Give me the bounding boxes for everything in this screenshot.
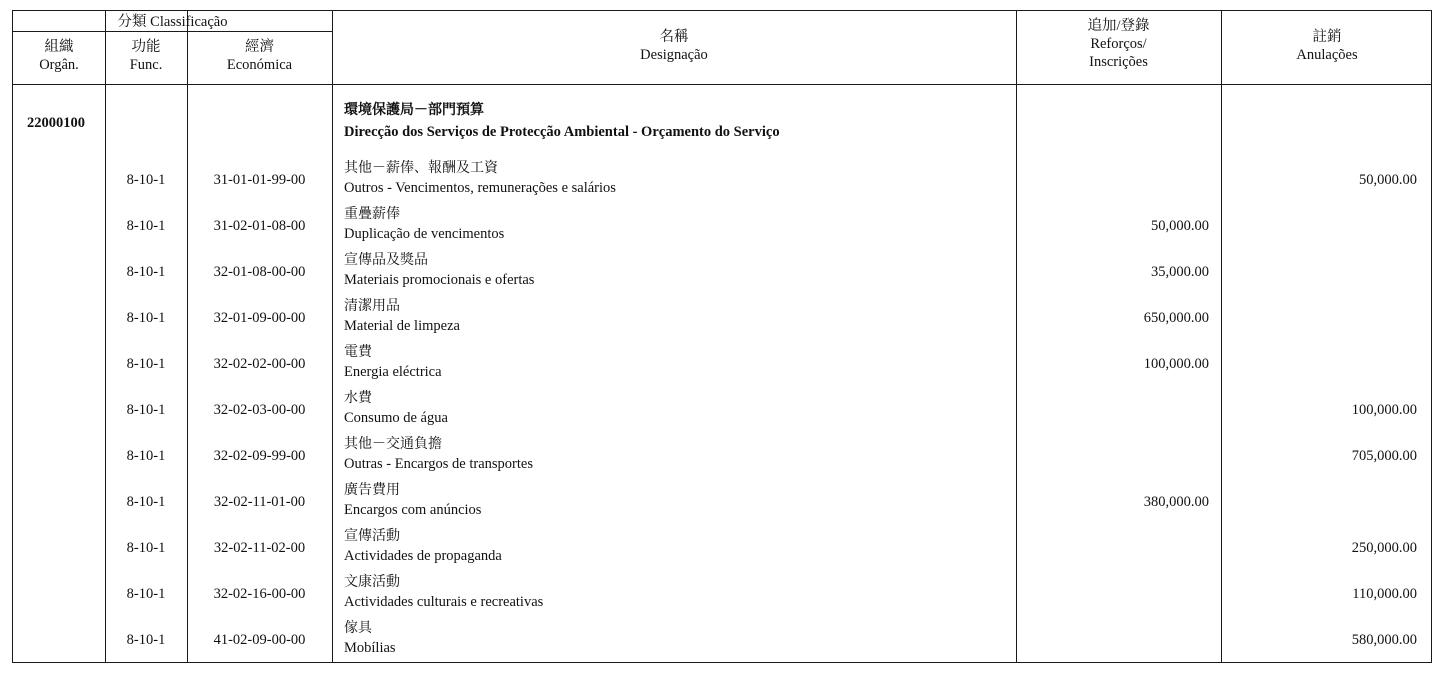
reforcos-amount: 35,000.00: [1151, 264, 1209, 280]
table-row: [13, 480, 1431, 526]
economic-code: 32-01-09-00-00: [213, 310, 306, 326]
anulacoes-amount: 580,000.00: [1351, 632, 1417, 648]
service-title: [344, 99, 780, 143]
reforcos-amount: 380,000.00: [1143, 494, 1209, 510]
reforcos-amount: 650,000.00: [1143, 310, 1209, 326]
function-code: 8-10-1: [126, 356, 166, 372]
designation-zh: 其他－交通負擔: [344, 436, 442, 452]
designation-zh: 廣告費用: [344, 482, 400, 498]
function-code: 8-10-1: [126, 448, 166, 464]
designation-pt: Outras - Encargos de transportes: [344, 456, 533, 472]
designation-zh: 其他－薪俸、報酬及工資: [344, 160, 498, 176]
designation-zh: 重疊薪俸: [344, 206, 400, 222]
economic-code: 32-02-09-99-00: [213, 448, 306, 464]
reforcos-header: 追加/登錄 Reforços/ Inscrições: [1087, 18, 1150, 70]
designation: [344, 250, 1016, 290]
designation-pt: Encargos com anúncios: [344, 502, 482, 518]
table-row: [13, 572, 1431, 618]
designation: [344, 526, 1016, 566]
designation-pt: Mobílias: [344, 640, 396, 656]
anulacoes-amount: 250,000.00: [1351, 540, 1417, 556]
table-row: [13, 250, 1431, 296]
table-row: [13, 388, 1431, 434]
designation-pt: Duplicação de vencimentos: [344, 226, 505, 242]
designation-pt: Actividades culturais e recreativas: [344, 594, 544, 610]
function-code: 8-10-1: [126, 494, 166, 510]
reforcos-amount: 100,000.00: [1143, 356, 1209, 372]
function-code: 8-10-1: [126, 586, 166, 602]
function-code: 8-10-1: [126, 632, 166, 648]
economic-code: 32-02-11-02-00: [213, 540, 306, 556]
designation-pt: Materiais promocionais e ofertas: [344, 272, 535, 288]
designation: [344, 158, 1016, 198]
function-code: 8-10-1: [126, 540, 166, 556]
designation-zh: 水費: [344, 390, 372, 406]
anulacoes-amount: 705,000.00: [1351, 448, 1417, 464]
designation-zh: 電費: [344, 344, 372, 360]
table-row: [13, 434, 1431, 480]
designation-zh: 傢具: [344, 620, 372, 636]
table-row: [13, 618, 1431, 664]
economic-header: 經濟 Económica: [226, 39, 293, 73]
designation: [344, 388, 1016, 428]
designation-pt: Consumo de água: [344, 410, 448, 426]
designation-pt: Material de limpeza: [344, 318, 460, 334]
reforcos-amount: 50,000.00: [1151, 218, 1209, 234]
designation: [344, 296, 1016, 336]
designation: [344, 480, 1016, 520]
organ-code: 22000100: [27, 115, 85, 131]
designation: [344, 342, 1016, 382]
designation-zh: 宣傳品及獎品: [344, 252, 428, 268]
economic-code: 32-02-11-01-00: [213, 494, 306, 510]
function-code: 8-10-1: [126, 402, 166, 418]
service-name-zh: 環境保護局－部門預算: [344, 102, 484, 118]
classification-header: 分類 Classificação: [117, 14, 228, 30]
classification-divider: [13, 31, 332, 32]
economic-code: 32-02-02-00-00: [213, 356, 306, 372]
budget-table: [12, 10, 1432, 663]
designation-zh: 宣傳活動: [344, 528, 400, 544]
service-name-pt: Direcção dos Serviços de Protecção Ambiental - Orçamento do Serviço: [344, 124, 780, 140]
economic-code: 32-01-08-00-00: [213, 264, 306, 280]
designation-pt: Actividades de propaganda: [344, 548, 502, 564]
economic-code: 32-02-03-00-00: [213, 402, 306, 418]
anulacoes-amount: 100,000.00: [1351, 402, 1417, 418]
anulacoes-header: 註銷 Anulações: [1296, 29, 1358, 63]
table-row: [13, 526, 1431, 572]
function-header: 功能 Func.: [129, 39, 163, 73]
anulacoes-amount: 50,000.00: [1359, 172, 1417, 188]
designation-zh: 清潔用品: [344, 298, 400, 314]
designation: [344, 204, 1016, 244]
table-row: [13, 204, 1431, 250]
economic-code: 41-02-09-00-00: [213, 632, 306, 648]
designation-header: 名稱 Designação: [640, 29, 708, 63]
table-row: [13, 158, 1431, 204]
function-code: 8-10-1: [126, 264, 166, 280]
table-row: [13, 342, 1431, 388]
anulacoes-amount: 110,000.00: [1352, 586, 1417, 602]
designation: [344, 434, 1016, 474]
designation: [344, 572, 1016, 612]
economic-code: 32-02-16-00-00: [213, 586, 306, 602]
table-row: [13, 296, 1431, 342]
function-code: 8-10-1: [126, 310, 166, 326]
designation-zh: 文康活動: [344, 574, 400, 590]
header-divider: [13, 84, 1431, 85]
function-code: 8-10-1: [126, 218, 166, 234]
economic-code: 31-02-01-08-00: [213, 218, 306, 234]
function-code: 8-10-1: [126, 172, 166, 188]
designation-pt: Energia eléctrica: [344, 364, 442, 380]
economic-code: 31-01-01-99-00: [213, 172, 306, 188]
designation-pt: Outros - Vencimentos, remunerações e salários: [344, 180, 616, 196]
organ-header: 組織 Orgân.: [39, 39, 79, 73]
designation: [344, 618, 1016, 658]
